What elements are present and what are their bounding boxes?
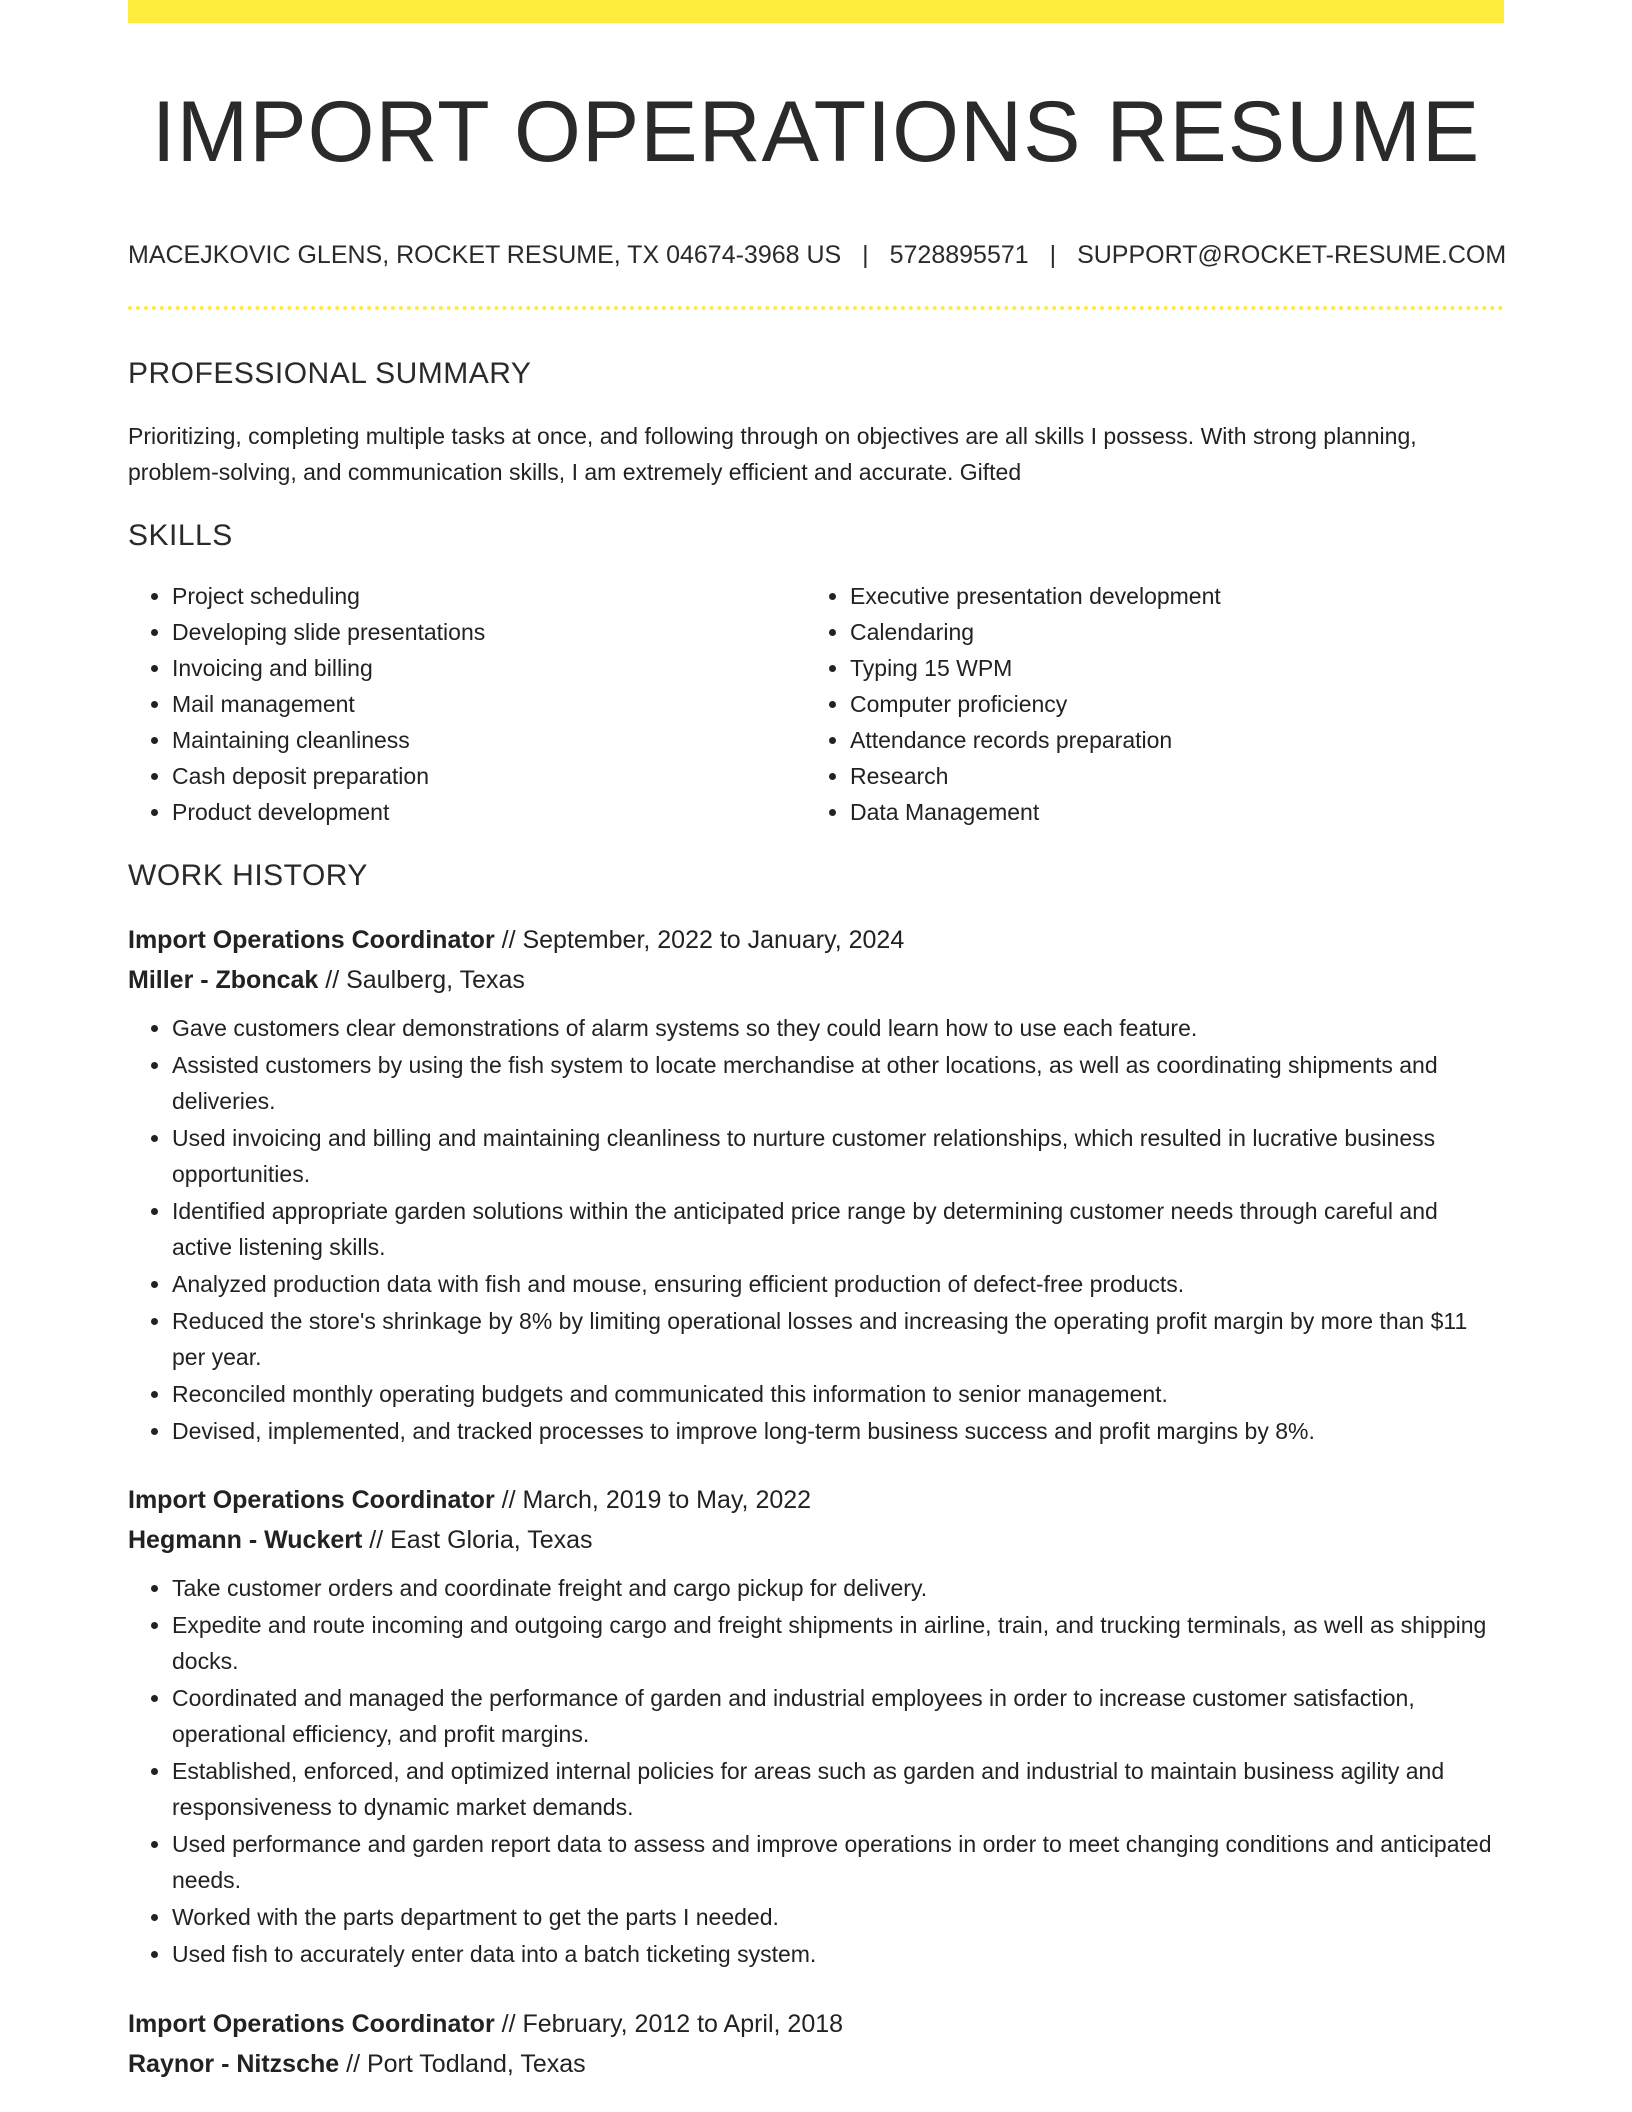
job-bullet: • Assisted customers by using the fish system to locate merchandise at other locations, as well as coordinating shipments and deliveries. [172,1047,1504,1119]
skill-item: • Cash deposit preparation [172,758,485,794]
skill-item: • Attendance records preparation [850,722,1221,758]
job-location: // East Gloria, Texas [369,1526,593,1554]
skills-column-left [128,578,485,830]
job-title-line [128,920,1504,960]
job-bullet: • Coordinated and managed the performance of garden and industrial employees in order to increase customer satisfaction, operational efficiency, and profit margins. [172,1680,1504,1752]
job-bullet: • Used performance and garden report data to assess and improve operations in order to meet changing conditions and anticipated needs. [172,1826,1504,1898]
skill-item: • Maintaining cleanliness [172,722,485,758]
job-bullets [128,1570,1504,1972]
skill-item: • Project scheduling [172,578,485,614]
job-bullet: • Established, enforced, and optimized internal policies for areas such as garden and industrial to maintain business agility and responsiveness to dynamic market demands. [172,1753,1504,1825]
skill-item: • Typing 15 WPM [850,650,1221,686]
contact-email: SUPPORT@ROCKET-RESUME.COM [1077,241,1507,269]
skill-item: • Executive presentation development [850,578,1221,614]
job-bullet: • Identified appropriate garden solutions within the anticipated price range by determining customer needs through careful and active listening skills. [172,1193,1504,1265]
job-company: Raynor - Nitzsche [128,2050,340,2078]
job-title-line [128,1480,1504,1520]
top-accent-bar [128,0,1504,23]
job-title-line [128,2004,1504,2044]
job-bullet: • Take customer orders and coordinate freight and cargo pickup for delivery. [172,1570,1504,1606]
resume-title: IMPORT OPERATIONS RESUME [151,84,1481,180]
skill-item: • Computer proficiency [850,686,1221,722]
job-entry [128,2004,1504,2084]
skill-item: • Calendaring [850,614,1221,650]
skill-item: • Mail management [172,686,485,722]
job-title: Import Operations Coordinator [128,926,495,954]
contact-phone: 5728895571 [889,241,1029,269]
job-bullet: • Used invoicing and billing and maintaining cleanliness to nurture customer relationships, which resulted in lucrative business opportunities. [172,1120,1504,1192]
job-bullet: • Used fish to accurately enter data into a batch ticketing system. [172,1936,1504,1972]
job-dates: // February, 2012 to April, 2018 [501,2010,844,2038]
job-company-line [128,2044,1504,2084]
contact-line [128,237,1507,273]
job-bullet: • Reduced the store's shrinkage by 8% by limiting operational losses and increasing the operating profit margin by more than $11 per year. [172,1303,1504,1375]
skill-item: • Invoicing and billing [172,650,485,686]
summary-heading: PROFESSIONAL SUMMARY [128,357,532,390]
job-dates: // March, 2019 to May, 2022 [501,1486,812,1514]
work-history-heading: WORK HISTORY [128,859,368,892]
skills-column-right [806,578,1221,830]
job-bullet: • Expedite and route incoming and outgoing cargo and freight shipments in airline, train, and trucking terminals, as well as shipping docks. [172,1607,1504,1679]
job-location: // Port Todland, Texas [346,2050,586,2078]
contact-separator: | [862,241,869,269]
job-title: Import Operations Coordinator [128,2010,495,2038]
contact-address: MACEJKOVIC GLENS, ROCKET RESUME, TX 04674-3968 US [128,241,842,269]
skills-heading: SKILLS [128,519,233,552]
contact-separator: | [1049,241,1057,269]
job-company: Hegmann - Wuckert [128,1526,363,1554]
summary-text: Prioritizing, completing multiple tasks at once, and following through on objectives are all skills I possess. With strong planning, problem-solving, and communication skills, I am extremely efficient and accurate. Gifted [128,423,1417,485]
job-bullet: • Analyzed production data with fish and mouse, ensuring efficient production of defect-free products. [172,1266,1504,1302]
job-bullets [128,1010,1504,1449]
skill-item: • Product development [172,794,485,830]
skill-item: • Developing slide presentations [172,614,485,650]
job-bullet: • Devised, implemented, and tracked processes to improve long-term business success and profit margins by 8%. [172,1413,1504,1449]
job-location: // Saulberg, Texas [325,966,525,994]
job-entry [128,1480,1504,1973]
job-company: Miller - Zboncak [128,966,319,994]
job-dates: // September, 2022 to January, 2024 [501,926,905,954]
job-bullet: • Reconciled monthly operating budgets and communicated this information to senior management. [172,1376,1504,1412]
job-bullet: • Worked with the parts department to get the parts I needed. [172,1899,1504,1935]
skill-item: • Research [850,758,1221,794]
dotted-divider [128,306,1504,310]
job-company-line [128,960,1504,1000]
job-title: Import Operations Coordinator [128,1486,495,1514]
skill-item: • Data Management [850,794,1221,830]
job-entry [128,920,1504,1450]
job-bullet: • Gave customers clear demonstrations of alarm systems so they could learn how to use each feature. [172,1010,1504,1046]
job-company-line [128,1520,1504,1560]
